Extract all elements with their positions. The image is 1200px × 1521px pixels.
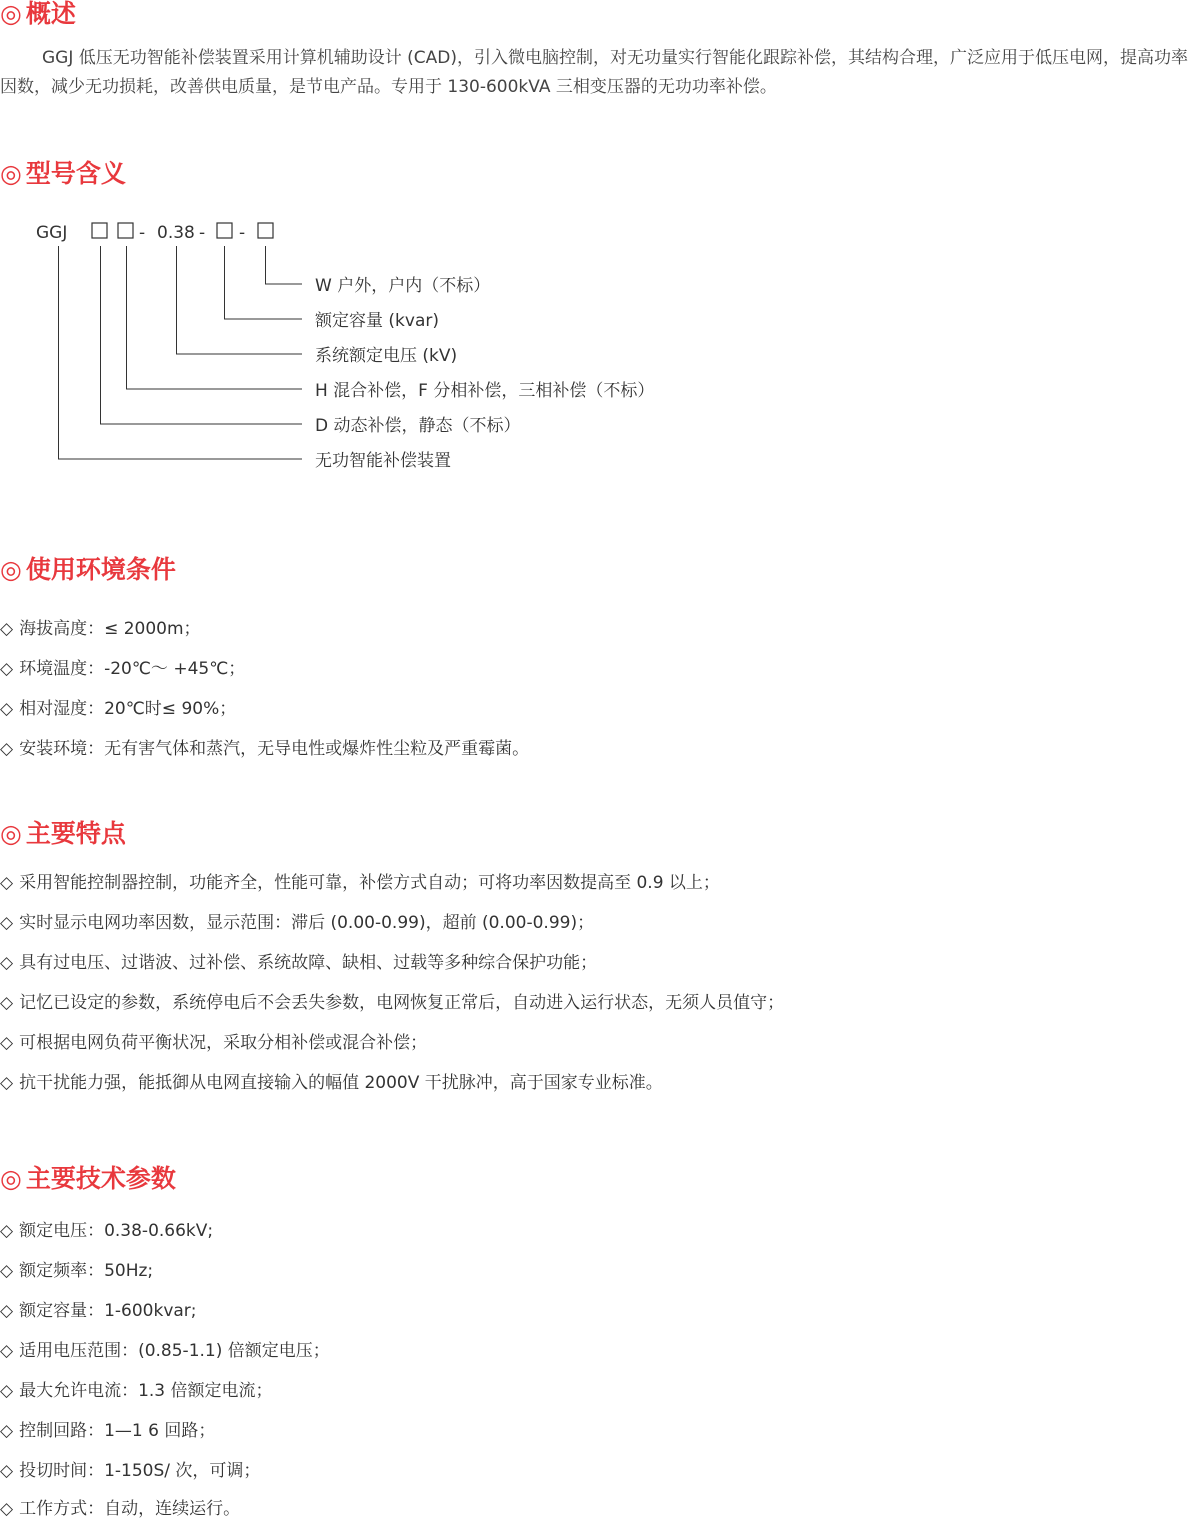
param-item: ◇ 投切时间：1-150S/ 次，可调； <box>0 1461 261 1481</box>
feature-item: ◇ 实时显示电网功率因数，显示范围：滞后 (0.00-0.99)，超前 (0.00-0.99)； <box>0 913 595 933</box>
param-item: ◇ 适用电压范围：(0.85-1.1) 倍额定电压； <box>0 1341 330 1361</box>
param-item: ◇ 工作方式：自动，连续运行。 <box>0 1499 241 1519</box>
model-code-box-capacity <box>217 223 232 238</box>
environment-title: 使用环境条件 <box>25 555 176 584</box>
model-code-diagram <box>0 210 760 480</box>
feature-item: ◇ 可根据电网负荷平衡状况，采取分相补偿或混合补偿； <box>0 1033 428 1053</box>
overview-paragraph <box>0 44 1200 102</box>
model-code-sep2: - <box>199 223 206 243</box>
param-item: ◇ 额定容量：1-600kvar; <box>0 1301 197 1321</box>
environment-item: ◇ 相对湿度：20℃时≤ 90%； <box>0 699 237 719</box>
feature-item: ◇ 抗干扰能力强，能抵御从电网直接输入的幅值 2000V 干扰脉冲，高于国家专业标准。 <box>0 1073 663 1093</box>
overview-text: GGJ 低压无功智能补偿装置采用计算机辅助设计 (CAD)，引入微电脑控制，对无功量实行智能化跟踪补偿，其结构合理，广泛应用于低压电网，提高功率因数，减少无功损耗，改善供电质量，是节电产品。专用于 130-600kVA 三相变压器的无功功率补偿。 <box>0 48 1189 97</box>
environment-item: ◇ 海拔高度：≤ 2000m； <box>0 619 201 639</box>
environment-heading <box>0 554 176 586</box>
heading-circle-icon: ◎ <box>0 555 22 584</box>
connector-dynamic <box>101 246 303 424</box>
model-code-prefix: GGJ <box>36 223 68 243</box>
model-code-sep1: - <box>139 223 146 243</box>
environment-item: ◇ 安装环境：无有害气体和蒸汽，无导电性或爆炸性尘粒及严重霉菌。 <box>0 739 530 759</box>
model-meaning-item: D 动态补偿，静态（不标） <box>315 416 521 436</box>
connector-capacity <box>225 246 303 319</box>
diamond-bullet-icon: ◇ <box>0 993 14 1013</box>
model-code-box-d <box>92 223 107 238</box>
connector-voltage <box>177 246 303 354</box>
connector-phase <box>127 246 303 389</box>
model-code-box-h <box>118 223 133 238</box>
model-meaning-item: H 混合补偿，F 分相补偿，三相补偿（不标） <box>315 381 655 401</box>
heading-circle-icon: ◎ <box>0 0 22 28</box>
heading-circle-icon: ◎ <box>0 819 22 848</box>
params-heading <box>0 1163 176 1195</box>
diamond-bullet-icon: ◇ <box>0 1461 14 1481</box>
model-meaning-item: 系统额定电压 (kV) <box>315 346 458 366</box>
model-code-sep3: - <box>239 223 246 243</box>
model-code-voltage: 0.38 <box>157 223 195 243</box>
model-meaning-item: 无功智能补偿装置 <box>315 451 451 471</box>
diamond-bullet-icon: ◇ <box>0 619 14 639</box>
diamond-bullet-icon: ◇ <box>0 1261 14 1281</box>
connector-location <box>266 246 303 284</box>
param-item: ◇ 额定电压：0.38-0.66kV; <box>0 1221 214 1241</box>
diamond-bullet-icon: ◇ <box>0 913 14 933</box>
diamond-bullet-icon: ◇ <box>0 1421 14 1441</box>
diamond-bullet-icon: ◇ <box>0 659 14 679</box>
features-title: 主要特点 <box>25 819 126 848</box>
model-meaning-item: W 户外，户内（不标） <box>315 276 491 296</box>
environment-item: ◇ 环境温度：-20℃～ +45℃； <box>0 659 246 679</box>
features-heading <box>0 818 126 850</box>
diamond-bullet-icon: ◇ <box>0 699 14 719</box>
heading-circle-icon: ◎ <box>0 1164 22 1193</box>
diamond-bullet-icon: ◇ <box>0 1073 14 1093</box>
overview-title: 概述 <box>25 0 76 28</box>
params-title: 主要技术参数 <box>25 1164 176 1193</box>
diamond-bullet-icon: ◇ <box>0 1033 14 1053</box>
diamond-bullet-icon: ◇ <box>0 1341 14 1361</box>
overview-heading <box>0 0 76 30</box>
model-title: 型号含义 <box>25 159 126 188</box>
feature-item: ◇ 具有过电压、过谐波、过补偿、系统故障、缺相、过载等多种综合保护功能； <box>0 953 598 973</box>
diamond-bullet-icon: ◇ <box>0 1499 14 1519</box>
diamond-bullet-icon: ◇ <box>0 1301 14 1321</box>
feature-item: ◇ 采用智能控制器控制，功能齐全，性能可靠，补偿方式自动；可将功率因数提高至 0.9 以上； <box>0 873 720 893</box>
diamond-bullet-icon: ◇ <box>0 739 14 759</box>
param-item: ◇ 控制回路：1—1 6 回路； <box>0 1421 216 1441</box>
model-meaning-item: 额定容量 (kvar) <box>315 311 439 331</box>
diamond-bullet-icon: ◇ <box>0 873 14 893</box>
feature-item: ◇ 记忆已设定的参数，系统停电后不会丢失参数，电网恢复正常后，自动进入运行状态，无须人员值守； <box>0 993 785 1013</box>
diamond-bullet-icon: ◇ <box>0 1381 14 1401</box>
param-item: ◇ 最大允许电流：1.3 倍额定电流； <box>0 1381 273 1401</box>
param-item: ◇ 额定频率：50Hz; <box>0 1261 154 1281</box>
model-code-box-location <box>258 223 273 238</box>
heading-circle-icon: ◎ <box>0 159 22 188</box>
diamond-bullet-icon: ◇ <box>0 953 14 973</box>
model-heading <box>0 158 126 190</box>
diamond-bullet-icon: ◇ <box>0 1221 14 1241</box>
